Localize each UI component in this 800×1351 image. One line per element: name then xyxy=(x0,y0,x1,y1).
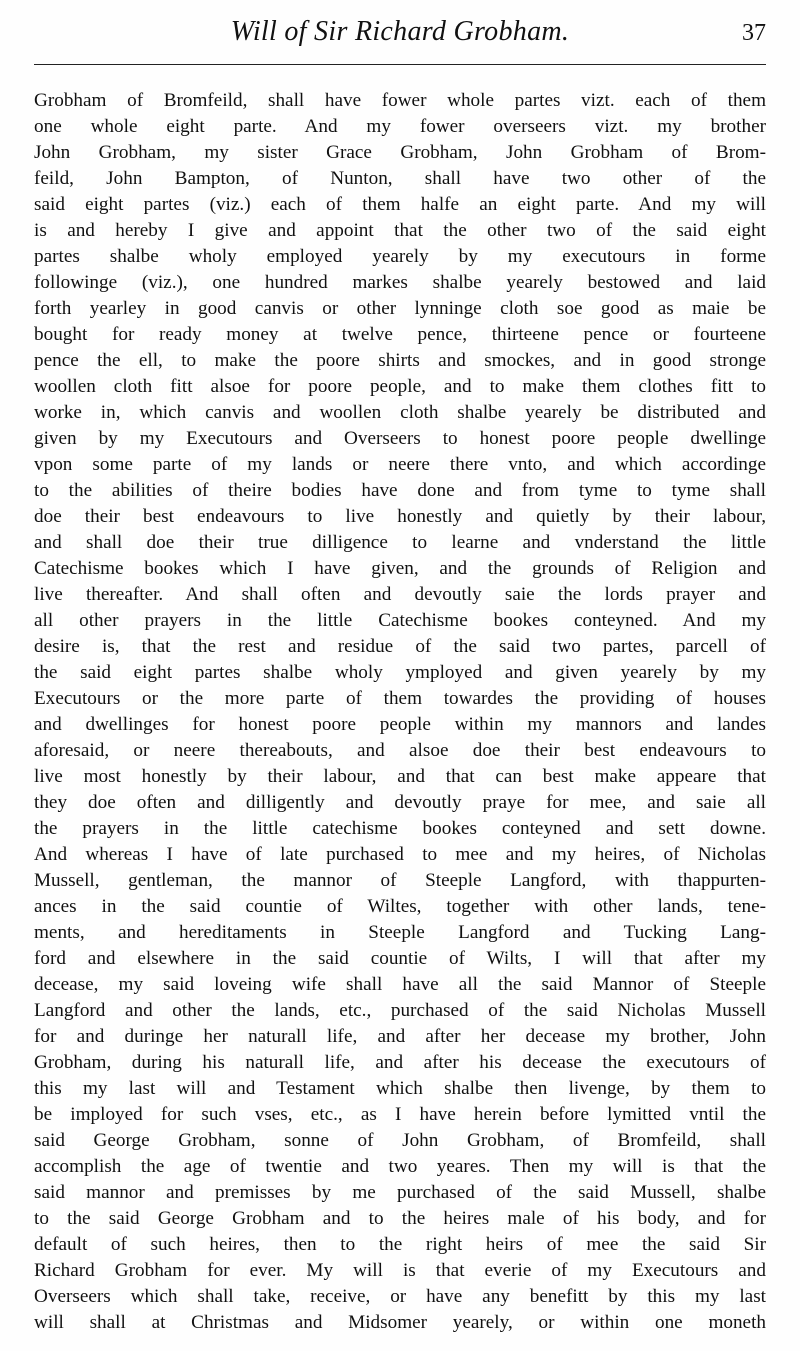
text-line: given by my Executours and Overseers to honest poore people dwellinge xyxy=(34,428,766,449)
text-line: default of such heires, then to the right heirs of mee the said Sir xyxy=(34,1234,766,1255)
text-line: all other prayers in the little Catechisme bookes conteyned. And my xyxy=(34,610,766,631)
text-line: ments, and hereditaments in Steeple Langford and Tucking Lang- xyxy=(34,922,766,943)
text-line: said eight partes (viz.) each of them halfe an eight parte. And my will xyxy=(34,194,766,215)
text-line: to the abilities of theire bodies have done and from tyme to tyme shall xyxy=(34,480,766,501)
text-line: bought for ready money at twelve pence, thirteene pence or fourteene xyxy=(34,324,766,345)
running-title: Will of Sir Richard Grobham. xyxy=(230,16,570,47)
text-line: Richard Grobham for ever. My will is that everie of my Executours and xyxy=(34,1260,766,1281)
text-line: decease, my said loveing wife shall have all the said Mannor of Steeple xyxy=(34,974,766,995)
text-line: feild, John Bampton, of Nunton, shall have two other of the xyxy=(34,168,766,189)
text-line: ford and elsewhere in the said countie of Wilts, I will that after my xyxy=(34,948,766,969)
text-line: for and duringe her naturall life, and after her decease my brother, John xyxy=(34,1026,766,1047)
text-line: to the said George Grobham and to the heires male of his body, and for xyxy=(34,1208,766,1229)
text-line: one whole eight parte. And my fower overseers vizt. my brother xyxy=(34,116,766,137)
text-line: pence the ell, to make the poore shirts and smockes, and in good stronge xyxy=(34,350,766,371)
text-line: ances in the said countie of Wiltes, together with other lands, tene- xyxy=(34,896,766,917)
text-line: followinge (viz.), one hundred markes shalbe yearely bestowed and laid xyxy=(34,272,766,293)
text-line: partes shalbe wholy employed yearely by my executours in forme xyxy=(34,246,766,267)
text-line: And whereas I have of late purchased to mee and my heires, of Nicholas xyxy=(34,844,766,865)
text-line: will shall at Christmas and Midsomer yearely, or within one moneth xyxy=(34,1312,766,1333)
text-line: Catechisme bookes which I have given, and the grounds of Religion and xyxy=(34,558,766,579)
text-line: John Grobham, my sister Grace Grobham, John Grobham of Brom- xyxy=(34,142,766,163)
text-line: aforesaid, or neere thereabouts, and alsoe doe their best endeavours to xyxy=(34,740,766,761)
text-line: they doe often and dilligently and devoutly praye for mee, and saie all xyxy=(34,792,766,813)
text-line: Grobham, during his naturall life, and after his decease the executours of xyxy=(34,1052,766,1073)
text-line: worke in, which canvis and woollen cloth shalbe yearely be distributed and xyxy=(34,402,766,423)
text-line: Langford and other the lands, etc., purchased of the said Nicholas Mussell xyxy=(34,1000,766,1021)
body-text xyxy=(34,88,766,1336)
text-line: Mussell, gentleman, the mannor of Steeple Langford, with thappurten- xyxy=(34,870,766,891)
text-line: Executours or the more parte of them towardes the providing of houses xyxy=(34,688,766,709)
text-line: be imployed for such vses, etc., as I have herein before lymitted vntil the xyxy=(34,1104,766,1125)
text-line: said mannor and premisses by me purchased of the said Mussell, shalbe xyxy=(34,1182,766,1203)
text-line: live thereafter. And shall often and devoutly saie the lords prayer and xyxy=(34,584,766,605)
text-line: and shall doe their true dilligence to learne and vnderstand the little xyxy=(34,532,766,553)
text-line: this my last will and Testament which shalbe then livenge, by them to xyxy=(34,1078,766,1099)
page-header xyxy=(34,8,766,60)
text-line: said George Grobham, sonne of John Grobham, of Bromfeild, shall xyxy=(34,1130,766,1151)
text-line: doe their best endeavours to live honestly and quietly by their labour, xyxy=(34,506,766,527)
text-line: the said eight partes shalbe wholy ymployed and given yearely by my xyxy=(34,662,766,683)
text-line: forth yearley in good canvis or other lynninge cloth soe good as maie be xyxy=(34,298,766,319)
text-line: Grobham of Bromfeild, shall have fower whole partes vizt. each of them xyxy=(34,90,766,111)
text-line: accomplish the age of twentie and two yeares. Then my will is that the xyxy=(34,1156,766,1177)
text-line: woollen cloth fitt alsoe for poore people, and to make them clothes fitt to xyxy=(34,376,766,397)
text-line: Overseers which shall take, receive, or have any benefitt by this my last xyxy=(34,1286,766,1307)
text-line: and dwellinges for honest poore people within my mannors and landes xyxy=(34,714,766,735)
text-line: is and hereby I give and appoint that the other two of the said eight xyxy=(34,220,766,241)
text-line: desire is, that the rest and residue of the said two partes, parcell of xyxy=(34,636,766,657)
page-number: 37 xyxy=(742,20,766,46)
text-line: the prayers in the little catechisme bookes conteyned and sett downe. xyxy=(34,818,766,839)
header-rule xyxy=(34,64,766,65)
text-line: vpon some parte of my lands or neere there vnto, and which accordinge xyxy=(34,454,766,475)
text-line: live most honestly by their labour, and that can best make appeare that xyxy=(34,766,766,787)
